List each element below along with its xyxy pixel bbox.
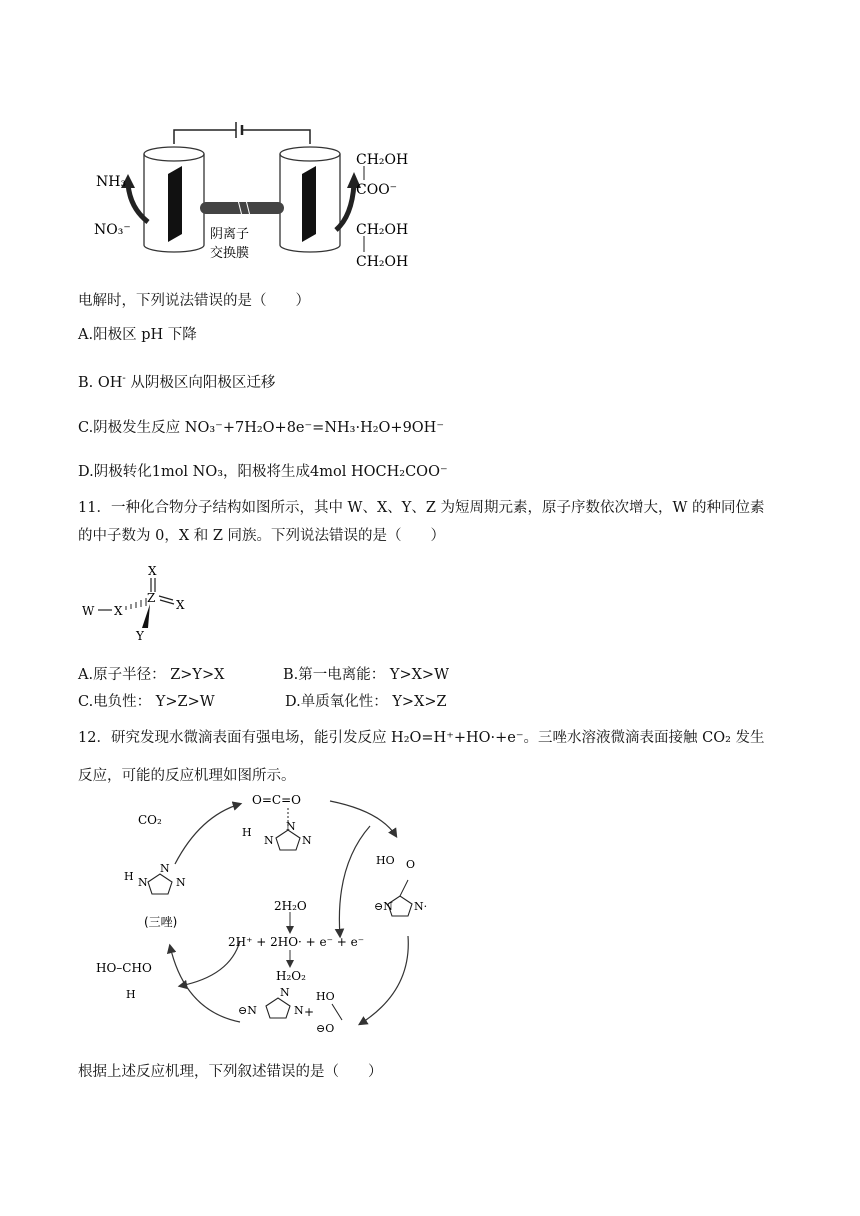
svg-text:N: N bbox=[264, 834, 274, 847]
svg-text:H: H bbox=[126, 988, 136, 1001]
svg-text:+: + bbox=[304, 1005, 315, 1019]
mech-h2o2: H₂O₂ bbox=[276, 969, 306, 983]
molecule-figure bbox=[78, 560, 208, 650]
q12-stem-1: 12．研究发现水微滴表面有强电场，能引发反应 H₂O=H⁺+HO·+e⁻。三唑水溶液微滴表面接触 CO₂ 发生 bbox=[78, 730, 765, 746]
mech-oco: O=C=O bbox=[252, 793, 301, 807]
fig1-left-bottom: NO₃⁻ bbox=[94, 222, 131, 238]
svg-text:N: N bbox=[302, 834, 312, 847]
fig1-left-top: NH₃ bbox=[96, 174, 127, 190]
mech-ho: HO bbox=[376, 854, 395, 867]
fig1-right-1: CH₂OH bbox=[356, 152, 409, 168]
svg-text:H: H bbox=[242, 826, 252, 839]
q11-option-a: A.原子半径： Z>Y>X bbox=[78, 667, 225, 683]
q12-stem-3: 根据上述反应机理，下列叙述错误的是（ ） bbox=[78, 1064, 383, 1080]
svg-text:HO: HO bbox=[316, 990, 335, 1003]
svg-text:N: N bbox=[138, 876, 148, 889]
q11-option-d: D.单质氧化性： Y>X>Z bbox=[285, 694, 447, 710]
q10-option-b bbox=[78, 371, 275, 392]
mech-triazole-name: (三唑) bbox=[144, 915, 178, 929]
svg-text:O: O bbox=[406, 858, 416, 871]
svg-text:⊖N: ⊖N bbox=[374, 900, 393, 913]
q10-option-d: D.阴极转化1mol NO₃，阳极将生成4mol HOCH₂COO⁻ bbox=[78, 464, 448, 480]
fig1-right-3: CH₂OH bbox=[356, 222, 409, 238]
q11-stem-1: 11．一种化合物分子结构如图所示，其中 W、X、Y、Z 为短周期元素，原子序数依次增大，W 的种同位素 bbox=[78, 500, 765, 516]
fig1-right-2: COO⁻ bbox=[356, 182, 398, 198]
q11-stem-2: 的中子数为 0，X 和 Z 同族。下列说法错误的是（ ） bbox=[78, 528, 446, 544]
svg-text:N: N bbox=[294, 1004, 304, 1017]
svg-text:H: H bbox=[124, 870, 134, 883]
svg-text:N: N bbox=[160, 862, 170, 875]
q10-b-sup: - bbox=[122, 373, 126, 385]
fig1-membrane-1: 阴离子 bbox=[210, 227, 250, 242]
mechanism-figure bbox=[90, 786, 450, 1036]
q11-option-b: B.第一电离能： Y>X>W bbox=[283, 667, 449, 683]
mech-center-eq: 2H⁺ + 2HO· + e⁻ + e⁻ bbox=[228, 935, 365, 949]
mech-co2: CO₂ bbox=[138, 813, 162, 827]
mech-h2o: 2H₂O bbox=[274, 899, 307, 913]
q10-stem: 电解时，下列说法错误的是（ ） bbox=[78, 293, 310, 309]
svg-text:N: N bbox=[280, 986, 290, 999]
q10-option-a: A.阳极区 pH 下降 bbox=[78, 327, 197, 343]
q12-stem-2: 反应，可能的反应机理如图所示。 bbox=[78, 768, 296, 784]
mech-formic: HO–CHO bbox=[96, 961, 152, 975]
svg-text:⊖N: ⊖N bbox=[238, 1004, 257, 1017]
electrolysis-figure bbox=[88, 112, 428, 272]
fig1-membrane-2: 交换膜 bbox=[210, 246, 250, 261]
mol-center-z: Z bbox=[147, 591, 156, 605]
svg-text:⊖O: ⊖O bbox=[316, 1022, 335, 1035]
svg-text:N: N bbox=[286, 820, 296, 833]
fig1-right-4: CH₂OH bbox=[356, 254, 409, 270]
q10-b-pre: B. OH bbox=[78, 375, 123, 391]
q10-b-post: 从阴极区向阳极区迁移 bbox=[125, 375, 276, 391]
mol-left-x: X bbox=[114, 604, 123, 618]
svg-text:N: N bbox=[176, 876, 186, 889]
mol-bottom-y: Y bbox=[136, 629, 144, 643]
q10-option-c: C.阴极发生反应 NO₃⁻+7H₂O+8e⁻=NH₃·H₂O+9OH⁻ bbox=[78, 420, 444, 436]
mol-right-x: X bbox=[176, 598, 185, 612]
svg-text:N·: N· bbox=[414, 900, 428, 913]
mol-left-w: W bbox=[82, 604, 95, 618]
mol-top-x: X bbox=[148, 564, 157, 578]
q11-option-c: C.电负性： Y>Z>W bbox=[78, 694, 215, 710]
